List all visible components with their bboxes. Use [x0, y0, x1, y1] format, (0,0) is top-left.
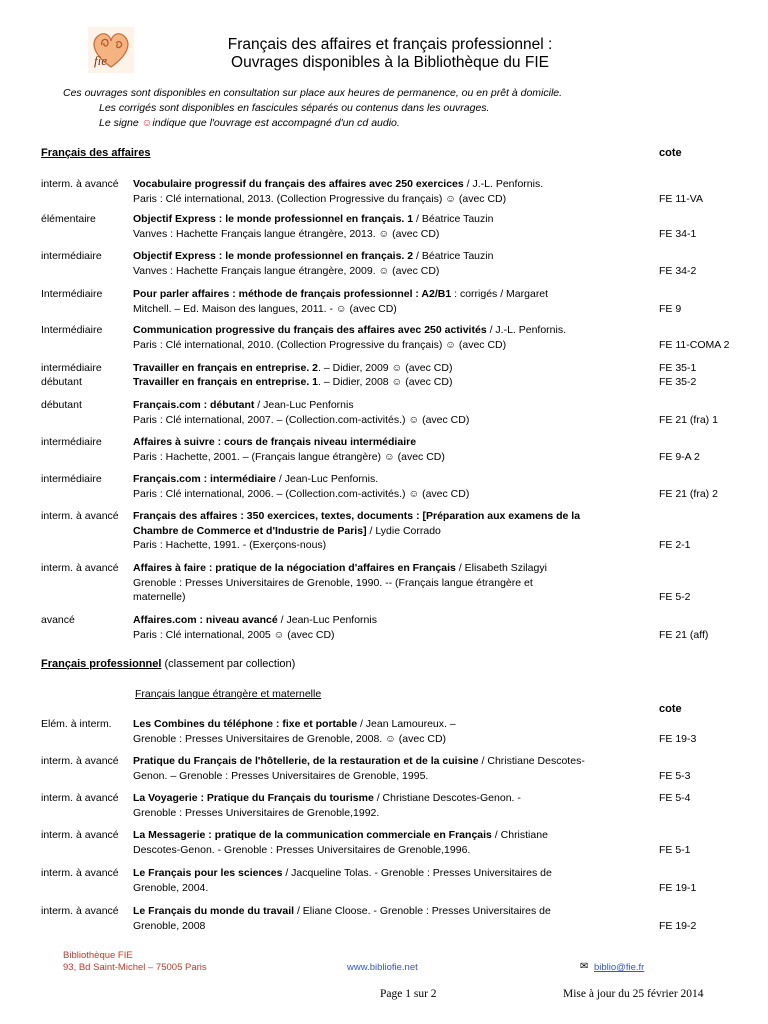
level-label: Intermédiaire — [41, 324, 103, 336]
section-heading-affaires — [41, 147, 150, 159]
book-details: Grenoble, 2004. — [133, 881, 209, 894]
description-line — [133, 561, 633, 576]
description-line — [133, 828, 633, 843]
book-description — [133, 398, 633, 427]
cote-value: FE 9 — [659, 302, 682, 315]
book-details: Genon. – Grenoble : Presses Universitaires de Grenoble, 1995. — [133, 769, 429, 782]
book-description — [133, 212, 633, 241]
book-title: Affaires.com : niveau avancé — [133, 614, 278, 626]
level-label: Elém. à interm. — [41, 718, 112, 730]
book-details: / J.-L. Penfornis. — [463, 178, 544, 190]
book-title: Vocabulaire progressif du français des affaires avec 250 exercices — [133, 178, 464, 190]
intro-line3 — [99, 116, 400, 130]
footer-email-link[interactable]: biblio@fie.fr — [594, 962, 645, 973]
description-line — [133, 361, 633, 376]
book-description — [133, 249, 633, 278]
book-details: Vanves : Hachette Français langue étrangère, 2009. ☺ (avec CD) — [133, 264, 440, 277]
level-label: débutant — [41, 399, 82, 411]
description-line — [133, 754, 633, 769]
description-line — [133, 338, 633, 353]
level-label: intermédiaire — [41, 473, 102, 485]
intro-line3-start: Le signe — [99, 117, 142, 129]
footer-website-link[interactable]: www.bibliofie.net — [347, 962, 418, 973]
description-line — [133, 732, 633, 747]
intro-line3-end: indique que l'ouvrage est accompagné d'un cd audio. — [152, 117, 400, 129]
book-details: . – Didier, 2008 ☺ (avec CD) — [318, 376, 453, 388]
book-title: La Messagerie : pratique de la communication commerciale en Français — [133, 829, 492, 841]
book-title: Travailler en français en entreprise. 2 — [133, 362, 319, 374]
book-details: / Christiane Descotes- — [478, 755, 585, 767]
cote-value: FE 21 (aff) — [659, 628, 709, 641]
level-label: interm. à avancé — [41, 829, 119, 841]
level-label: intermédiaire — [41, 250, 102, 262]
description-line — [133, 590, 633, 605]
logo-text: fie — [94, 53, 107, 68]
book-details: Paris : Clé international, 2007. – (Collection.com-activités.) ☺ (avec CD) — [133, 413, 470, 426]
cote-value: FE 21 (fra) 2 — [659, 487, 718, 500]
level-label: interm. à avancé — [41, 792, 119, 804]
book-details: Paris : Clé international, 2006. – (Collection.com-activités.) ☺ (avec CD) — [133, 487, 470, 500]
book-description — [133, 904, 633, 933]
book-title: Français.com : débutant — [133, 399, 255, 411]
book-description — [133, 509, 633, 553]
description-line — [133, 769, 633, 784]
description-line — [133, 487, 633, 502]
cote-value: FE 9-A 2 — [659, 450, 700, 463]
book-details: Grenoble : Presses Universitaires de Grenoble, 2008. ☺ (avec CD) — [133, 732, 447, 745]
book-description — [133, 717, 633, 746]
book-details: Grenoble : Presses Universitaires de Grenoble, 1990. -- (Français langue étrangère et — [133, 576, 533, 589]
cote-header: cote — [659, 703, 682, 715]
description-line — [133, 177, 633, 192]
description-line — [133, 866, 633, 881]
book-title: Travailler en français en entreprise. 1 — [133, 376, 319, 388]
description-line — [133, 398, 633, 413]
book-details: / Eliane Cloose. - Grenoble : Presses Universitaires de — [294, 905, 551, 917]
book-description — [133, 435, 633, 464]
cote-value: FE 35-1 — [659, 362, 697, 374]
description-line — [133, 192, 633, 207]
mail-icon: ✉ — [580, 961, 589, 972]
book-details: / Christiane Descotes-Genon. - — [373, 792, 521, 804]
level-label: Intermédiaire — [41, 288, 103, 300]
cote-value: FE 5-2 — [659, 591, 691, 603]
section-title: Français professionnel — [41, 658, 162, 670]
description-line — [133, 472, 633, 487]
book-title: Français des affaires : 350 exercices, textes, documents : [Préparation aux examens de la — [133, 510, 581, 522]
level-label: interm. à avancé — [41, 905, 119, 917]
book-description — [133, 828, 633, 857]
book-description — [133, 754, 633, 783]
book-title: Pour parler affaires : méthode de français professionnel : A2/B1 — [133, 288, 452, 300]
cote-value: FE 5-4 — [659, 792, 691, 804]
section-heading-professionnel — [41, 658, 295, 670]
smiley-icon: ☺ — [141, 117, 153, 129]
level-label: avancé — [41, 614, 75, 626]
description-line — [133, 509, 633, 524]
description-line — [133, 249, 633, 264]
book-title: Affaires à suivre : cours de français niveau intermédiaire — [133, 436, 417, 448]
book-description — [133, 361, 633, 376]
description-line — [133, 323, 633, 338]
book-title: Objectif Express : le monde professionnel en français. 2 — [133, 250, 414, 262]
section-title: Français des affaires — [41, 147, 151, 159]
book-details: Mitchell. – Ed. Maison des langues, 2011. - ☺ (avec CD) — [133, 302, 397, 315]
level-label: élémentaire — [41, 213, 96, 225]
book-details: : corrigés / Margaret — [451, 288, 549, 300]
description-line — [133, 904, 633, 919]
description-line — [133, 791, 633, 806]
cote-value: FE 19-1 — [659, 881, 697, 894]
section-note: (classement par collection) — [161, 658, 296, 670]
book-details: / Jean-Luc Penfornis. — [275, 473, 379, 485]
cote-value: FE 35-2 — [659, 376, 697, 388]
description-line — [133, 576, 633, 591]
book-details: / Christiane — [491, 829, 548, 841]
footer-address: 93, Bd Saint-Michel – 75005 Paris — [63, 962, 207, 973]
book-description — [133, 791, 633, 820]
cote-value: FE 34-1 — [659, 227, 697, 240]
intro-line1: Ces ouvrages sont disponibles en consultation sur place aux heures de permanence, ou en prêt à domicile. — [63, 87, 563, 99]
book-details: / Béatrice Tauzin — [413, 250, 494, 262]
book-description — [133, 613, 633, 642]
level-label: intermédiaire — [41, 436, 102, 448]
book-details: / Jean Lamoureux. – — [357, 718, 456, 730]
description-line — [133, 843, 633, 858]
book-title: Le Français du monde du travail — [133, 905, 295, 917]
book-details: Paris : Clé international, 2005 ☺ (avec CD) — [133, 628, 335, 641]
cote-value: FE 5-3 — [659, 769, 691, 782]
description-line — [133, 628, 633, 643]
description-line — [133, 613, 633, 628]
book-details: maternelle) — [133, 591, 186, 603]
book-details: Grenoble, 2008 — [133, 919, 206, 932]
cote-value: FE 2-1 — [659, 539, 691, 551]
fie-logo — [88, 27, 134, 73]
book-details: / Jacqueline Tolas. - Grenoble : Presses Universitaires de — [282, 867, 552, 879]
description-line — [133, 919, 633, 934]
book-details: / J.-L. Penfornis. — [486, 324, 567, 336]
book-details: / Jean-Luc Penfornis — [277, 614, 377, 626]
book-description — [133, 561, 633, 605]
cote-header: cote — [659, 147, 682, 159]
level-label: interm. à avancé — [41, 510, 119, 522]
book-details: Vanves : Hachette Français langue étrangère, 2013. ☺ (avec CD) — [133, 227, 440, 240]
book-title: La Voyagerie : Pratique du Français du tourisme — [133, 792, 374, 804]
book-title: Affaires à faire : pratique de la négociation d'affaires en Français — [133, 562, 456, 574]
level-label: interm. à avancé — [41, 867, 119, 879]
book-description — [133, 866, 633, 895]
book-title: Pratique du Français de l'hôtellerie, de la restauration et de la cuisine — [133, 755, 479, 767]
book-details: Paris : Hachette, 2001. – (Français langue étrangère) ☺ (avec CD) — [133, 450, 445, 463]
level-label: intermédiaire — [41, 362, 102, 374]
description-line — [133, 435, 633, 450]
book-details: Paris : Clé international, 2013. (Collection Progressive du français) ☺ (avec CD) — [133, 192, 507, 205]
book-title: Objectif Express : le monde professionnel en français. 1 — [133, 213, 414, 225]
level-label: interm. à avancé — [41, 178, 119, 190]
description-line — [133, 717, 633, 732]
book-title: Le Français pour les sciences — [133, 867, 283, 879]
cote-value: FE 21 (fra) 1 — [659, 413, 718, 426]
book-details: Paris : Hachette, 1991. - (Exerçons-nous) — [133, 539, 327, 551]
description-line — [133, 287, 633, 302]
book-details: Descotes-Genon. - Grenoble : Presses Universitaires de Grenoble,1996. — [133, 843, 471, 856]
cote-value: FE 11-VA — [659, 192, 703, 205]
book-details: / Lydie Corrado — [366, 524, 441, 537]
cote-value: FE 34-2 — [659, 264, 697, 277]
book-details: . – Didier, 2009 ☺ (avec CD) — [318, 362, 453, 374]
book-title: Français.com : intermédiaire — [133, 473, 276, 485]
description-line — [133, 538, 633, 553]
cote-value: FE 19-3 — [659, 732, 697, 745]
level-label: interm. à avancé — [41, 562, 119, 574]
description-line — [133, 881, 633, 896]
book-details: / Elisabeth Szilagyi — [455, 562, 547, 574]
cote-value: FE 5-1 — [659, 843, 691, 856]
level-label: débutant — [41, 376, 82, 388]
level-label: interm. à avancé — [41, 755, 119, 767]
description-line — [133, 524, 633, 539]
book-title: Chambre de Commerce et d'Industrie de Paris] — [133, 524, 367, 537]
subsection-heading: Français langue étrangère et maternelle — [135, 688, 322, 700]
description-line — [133, 212, 633, 227]
intro-line2: Les corrigés sont disponibles en fascicules séparés ou contenus dans les ouvrages. — [99, 102, 490, 114]
book-description — [133, 472, 633, 501]
update-date: Mise à jour du 25 février 2014 — [563, 988, 704, 1000]
description-line — [133, 375, 633, 390]
book-description — [133, 177, 633, 206]
description-line — [133, 264, 633, 279]
description-line — [133, 413, 633, 428]
book-details: Paris : Clé international, 2010. (Collection Progressive du français) ☺ (avec CD) — [133, 338, 507, 351]
page-title-line2: Ouvrages disponibles à la Bibliothèque du FIE — [231, 54, 549, 71]
book-title: Les Combines du téléphone : fixe et portable — [133, 718, 358, 730]
book-description — [133, 375, 633, 390]
cote-value: FE 11-COMA 2 — [659, 338, 730, 351]
book-title: Communication progressive du français des affaires avec 250 activités — [133, 324, 487, 336]
book-details: Grenoble : Presses Universitaires de Grenoble,1992. — [133, 806, 380, 819]
book-description — [133, 323, 633, 352]
book-details: / Jean-Luc Penfornis — [254, 399, 354, 411]
description-line — [133, 302, 633, 317]
description-line — [133, 450, 633, 465]
page-number: Page 1 sur 2 — [380, 988, 437, 1000]
footer-library-name: Bibliothèque FIE — [63, 950, 133, 961]
page-title-line1: Français des affaires et français professionnel : — [227, 36, 553, 53]
cote-value: FE 19-2 — [659, 919, 697, 932]
description-line — [133, 227, 633, 242]
description-line — [133, 806, 633, 821]
book-details: / Béatrice Tauzin — [413, 213, 494, 225]
book-description — [133, 287, 633, 316]
